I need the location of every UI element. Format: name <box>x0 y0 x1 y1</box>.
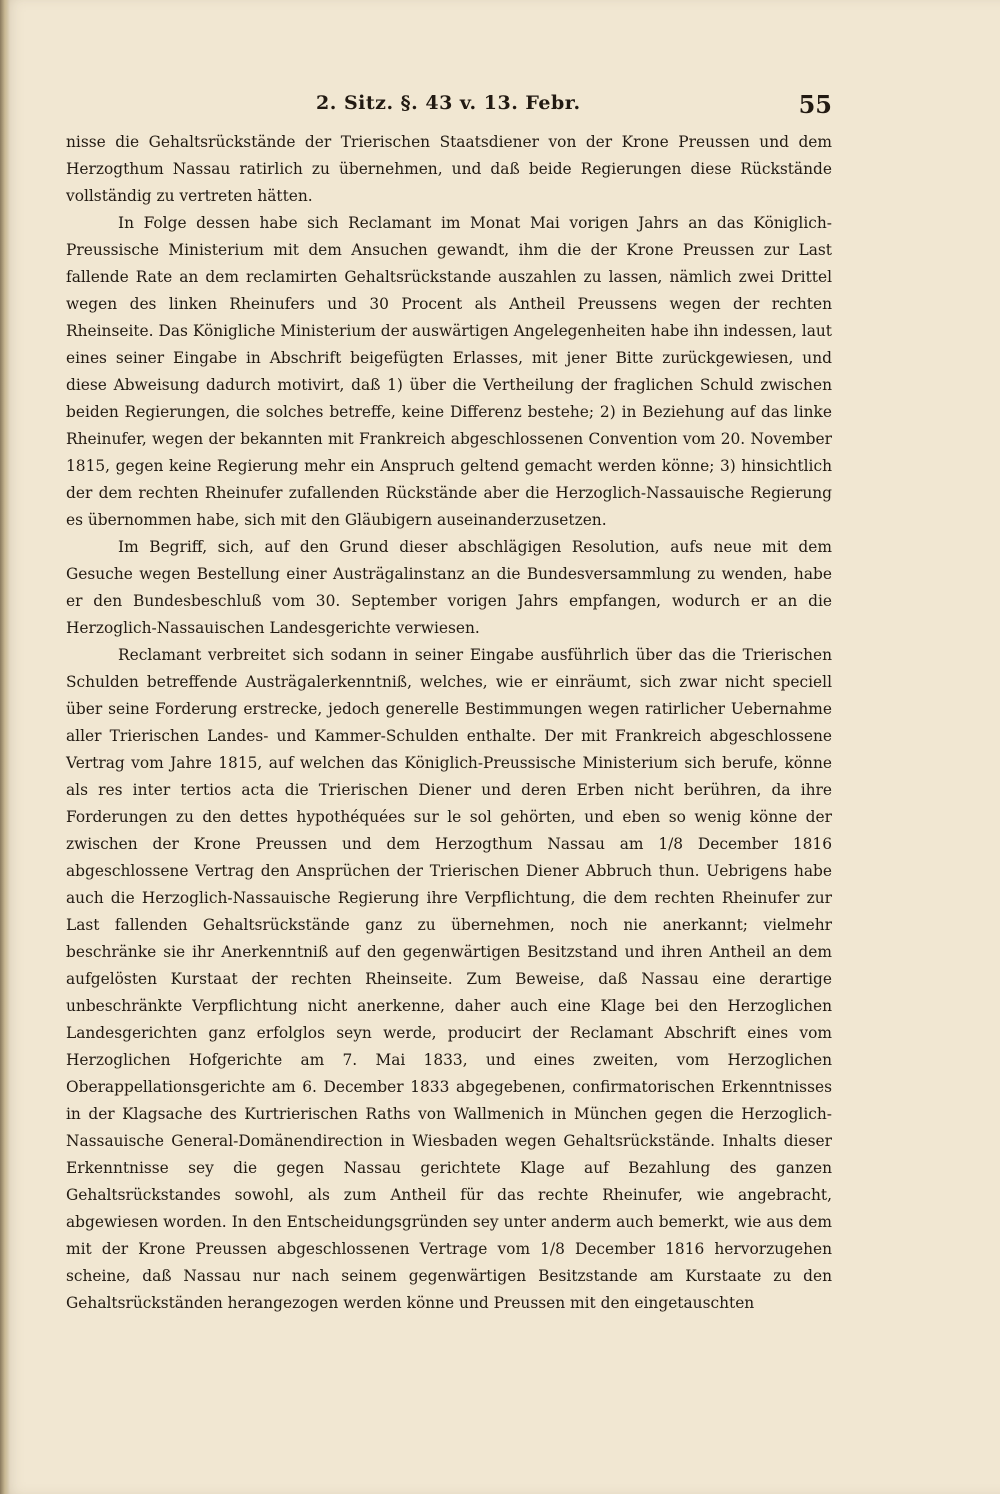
page-header <box>66 92 832 120</box>
paragraph-1: nisse die Gehaltsrückstände der Trierischen Staatsdiener von der Krone Preussen und dem Herzogthum Nassau ratirlich zu übernehmen, und daß beide Regierungen diese Rückstände vollständig zu vertreten hätten. <box>66 133 832 205</box>
running-head: 2. Sitz. §. 43 v. 13. Febr. <box>316 92 581 114</box>
body-text <box>66 129 832 1317</box>
book-spine-shadow <box>0 0 10 1494</box>
page-number: 55 <box>798 90 832 119</box>
paragraph-4: Reclamant verbreitet sich sodann in seiner Eingabe ausführlich über das die Trierischen Schulden betreffende Austrägalerkenntniß, welches, wie er einräumt, sich zwar nicht speciell über seine Forderung erstrecke, jedoch generelle Bestimmungen wegen ratirlicher Uebernahme aller Trierischen Landes- und Kammer-Schulden enthalte. Der mit Frankreich abgeschlossene Vertrag vom Jahre 1815, auf welchen das Königlich-Preussische Ministerium sich berufe, könne als res inter tertios acta die Trierischen Diener und deren Erben nicht berühren, da ihre Forderungen zu den dettes hypothéquées sur le sol gehörten, und eben so wenig könne der zwischen der Krone Preussen und dem Herzogthum Nassau am 1/8 December 1816 abgeschlossene Vertrag den Ansprüchen der Trierischen Diener Abbruch thun. Uebrigens habe auch die Herzoglich-Nassauische Regierung ihre Verpflichtung, die dem rechten Rheinufer zur Last fallenden Gehaltsrückstände ganz zu übernehmen, noch nie anerkannt; vielmehr beschränke sie ihr Anerkenntniß auf den gegenwärtigen Besitzstand und ihren Antheil an dem aufgelösten Kurstaat der rechten Rheinseite. Zum Beweise, daß Nassau eine derartige unbeschränkte Verpflichtung nicht anerkenne, daher auch eine Klage bei den Herzoglichen Landesgerichten ganz erfolglos seyn werde, producirt der Reclamant Abschrift eines vom Herzoglichen Hofgerichte am 7. Mai 1833, und eines zweiten, vom Herzoglichen Oberappellationsgerichte am 6. December 1833 abgegebenen, confirmatorischen Erkenntnisses in der Klagsache des Kurtrierischen Raths von Wallmenich in München gegen die Herzoglich-Nassauische General-Domänendirection in Wiesbaden wegen Gehaltsrückstände. Inhalts dieser Erkenntnisse sey die gegen Nassau gerichtete Klage auf Bezahlung des ganzen Gehaltsrückstandes sowohl, als zum Antheil für das rechte Rheinufer, wie angebracht, abgewiesen worden. In den Entscheidungsgründen sey unter anderm auch bemerkt, wie aus dem mit der Krone Preussen abgeschlossenen Vertrage vom 1/8 December 1816 hervorzugehen scheine, daß Nassau nur nach seinem gegenwärtigen Besitzstande am Kurstaate zu den Gehaltsrückständen herangezogen werden könne und Preussen mit den eingetauschten <box>66 646 832 1312</box>
paragraph-2: In Folge dessen habe sich Reclamant im Monat Mai vorigen Jahrs an das Königlich-Preussische Ministerium mit dem Ansuchen gewandt, ihm die der Krone Preussen zur Last fallende Rate an dem reclamirten Gehaltsrückstande auszahlen zu lassen, nämlich zwei Drittel wegen des linken Rheinufers und 30 Procent als Antheil Preussens wegen der rechten Rheinseite. Das Königliche Ministerium der auswärtigen Angelegenheiten habe ihn indessen, laut eines seiner Eingabe in Abschrift beigefügten Erlasses, mit jener Bitte zurückgewiesen, und diese Abweisung dadurch motivirt, daß 1) über die Vertheilung der fraglichen Schuld zwischen beiden Regierungen, die solches betreffe, keine Differenz bestehe; 2) in Beziehung auf das linke Rheinufer, wegen der bekannten mit Frankreich abgeschlossenen Convention vom 20. November 1815, gegen keine Regierung mehr ein Anspruch geltend gemacht werden könne; 3) hinsichtlich der dem rechten Rheinufer zufallenden Rückstände aber die Herzoglich-Nassauische Regierung es übernommen habe, sich mit den Gläubigern auseinanderzusetzen. <box>66 214 832 529</box>
paragraph-3: Im Begriff, sich, auf den Grund dieser abschlägigen Resolution, aufs neue mit dem Gesuche wegen Bestellung einer Austrägalinstanz an die Bundesversammlung zu wenden, habe er den Bundesbeschluß vom 30. September vorigen Jahrs empfangen, wodurch er an die Herzoglich-Nassauischen Landesgerichte verwiesen. <box>66 538 832 637</box>
